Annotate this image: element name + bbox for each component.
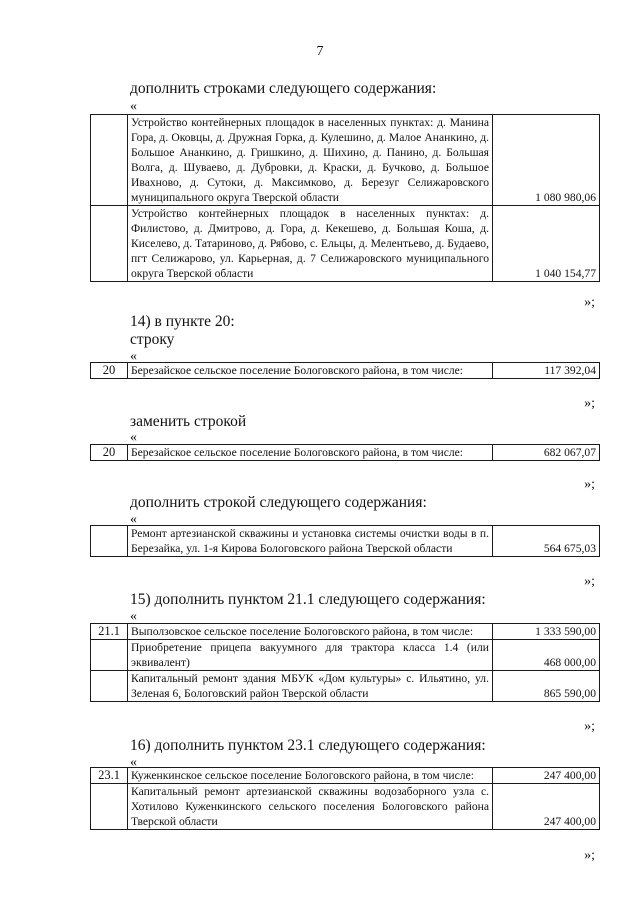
- section-heading: 16) дополнить пунктом 23.1 следующего содержания:: [130, 737, 486, 754]
- row-description: Устройство контейнерных площадок в населенных пунктах: д. Манина Гора, д. Оковцы, д. Дружная Горка, д. Кулешино, д. Малое Ананкино, д. Большое Ананкино, д. Гришкино, д. Шихино, д. Панино, д. Большая Волга, д. Шуваево, д. Дубровки, д. Краски, д. Бучково, д. Большое Ивахново, д. Сутоки, д. Максимково, д. Березуг Селижаровского муниципального округа Тверской области: [128, 115, 493, 206]
- close-quote: »;: [584, 396, 595, 411]
- row-number: [91, 640, 128, 671]
- table-row: [91, 206, 600, 282]
- row-description: Приобретение прицепа вакуумного для трактора класса 1.4 (или эквивалент): [128, 640, 493, 671]
- close-quote: »;: [584, 477, 595, 492]
- table-row: [91, 768, 600, 784]
- data-table: [90, 444, 600, 461]
- table-row: [91, 363, 600, 379]
- row-sum: 1 333 590,00: [493, 624, 600, 640]
- row-number: 20: [91, 445, 128, 461]
- table-row: [91, 784, 600, 830]
- row-description: Выползовское сельское поселение Бологовского района, в том числе:: [128, 624, 493, 640]
- intro-text: дополнить строкой следующего содержания:: [130, 494, 427, 511]
- open-quote: «: [130, 512, 137, 527]
- data-table: [90, 623, 600, 702]
- intro-text: дополнить строками следующего содержания:: [130, 80, 437, 97]
- data-table: [90, 114, 600, 282]
- table-row: [91, 445, 600, 461]
- row-sum: 247 400,00: [493, 784, 600, 830]
- row-description: Ремонт артезианской скважины и установка системы очистки воды в п. Березайка, ул. 1-я Кирова Бологовского района Тверской области: [128, 526, 493, 557]
- row-sum: 682 067,07: [493, 445, 600, 461]
- open-quote: «: [130, 99, 137, 114]
- table-row: [91, 624, 600, 640]
- open-quote: «: [130, 430, 137, 445]
- close-quote: »;: [584, 719, 595, 734]
- data-table: [90, 767, 600, 830]
- row-number: 21.1: [91, 624, 128, 640]
- row-sum: 1 080 980,06: [493, 115, 600, 206]
- open-quote: «: [130, 349, 137, 364]
- section-heading: 15) дополнить пунктом 21.1 следующего содержания:: [130, 591, 486, 608]
- close-quote: »;: [584, 295, 595, 310]
- row-number: [91, 671, 128, 702]
- row-sum: 117 392,04: [493, 363, 600, 379]
- data-table: [90, 362, 600, 379]
- row-number: [91, 526, 128, 557]
- row-sum: 1 040 154,77: [493, 206, 600, 282]
- row-description: Устройство контейнерных площадок в населенных пунктах: д. Филистово, д. Дмитрово, д. Гора, д. Кекешево, д. Большая Коша, д. Киселево, д. Татариново, д. Рябово, с. Ельцы, д. Мелентьево, д. Будаево, пгт Селижарово, ул. Карьерная, д. 7 Селижаровского муниципального округа Тверской области: [128, 206, 493, 282]
- row-number: 23.1: [91, 768, 128, 784]
- page-number: 7: [316, 44, 324, 59]
- row-sum: 468 000,00: [493, 640, 600, 671]
- row-number: 20: [91, 363, 128, 379]
- row-sum: 564 675,03: [493, 526, 600, 557]
- close-quote: »;: [584, 848, 595, 863]
- data-table: [90, 525, 600, 557]
- row-number: [91, 784, 128, 830]
- open-quote: «: [130, 609, 137, 624]
- row-number: [91, 206, 128, 282]
- row-description: Куженкинское сельское поселение Бологовского района, в том числе:: [128, 768, 493, 784]
- close-quote: »;: [584, 574, 595, 589]
- row-sum: 247 400,00: [493, 768, 600, 784]
- row-number: [91, 115, 128, 206]
- row-sum: 865 590,00: [493, 671, 600, 702]
- open-quote: «: [130, 755, 137, 770]
- row-description: Капитальный ремонт здания МБУК «Дом культуры» с. Ильятино, ул. Зеленая 6, Бологовский район Тверской области: [128, 671, 493, 702]
- table-row: [91, 115, 600, 206]
- row-description: Березайское сельское поселение Бологовского района, в том числе:: [128, 363, 493, 379]
- intro-text: строку: [130, 331, 175, 348]
- intro-text: заменить строкой: [130, 413, 247, 430]
- table-row: [91, 640, 600, 671]
- section-heading: 14) в пункте 20:: [130, 313, 235, 330]
- table-row: [91, 671, 600, 702]
- row-description: Капитальный ремонт артезианской скважины водозаборного узла с. Хотилово Куженкинского сельского поселения Бологовского района Тверской области: [128, 784, 493, 830]
- table-row: [91, 526, 600, 557]
- row-description: Березайское сельское поселение Бологовского района, в том числе:: [128, 445, 493, 461]
